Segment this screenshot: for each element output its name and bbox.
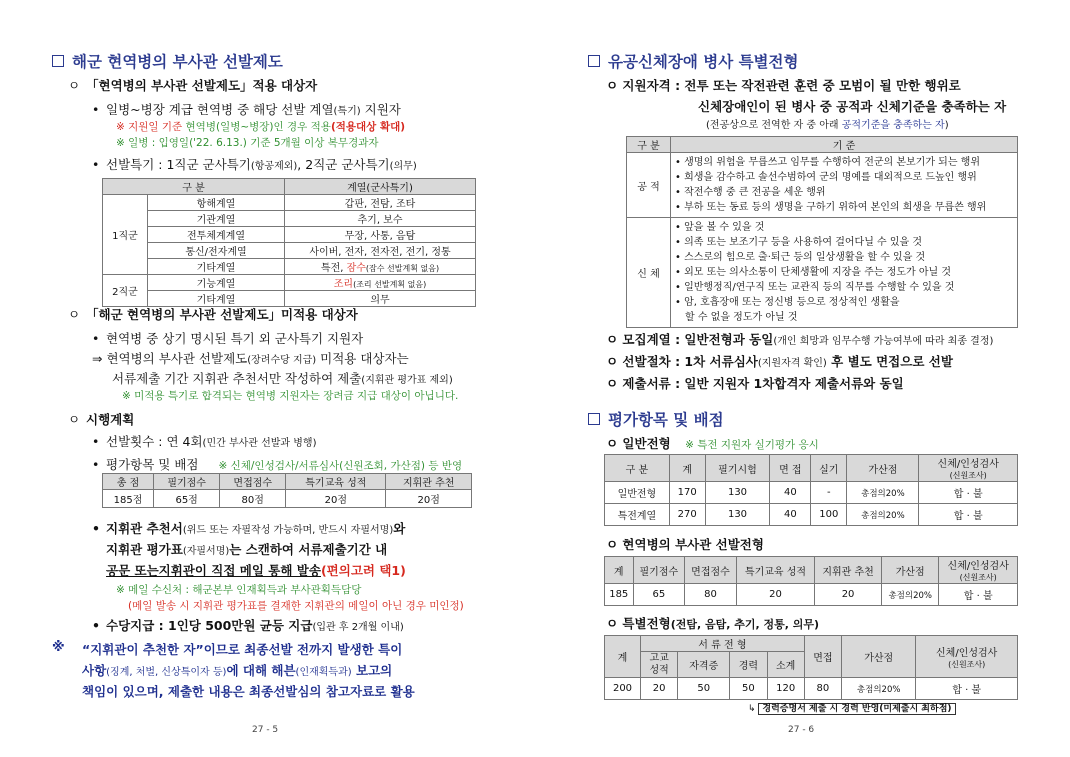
s2-arrow2-b: (지휘관 평가표 제외) [361, 375, 453, 386]
t6-cell: 총점의20% [842, 678, 916, 700]
t1-spec: 갑판, 전탐, 조타 [285, 195, 476, 211]
s1-item1-tail: 지원자 [360, 102, 401, 117]
s1-item1: • 일병~병장 계급 현역병 중 해당 선발 계열(특기) 지원자 [92, 102, 401, 117]
t4-cell: - [811, 482, 847, 504]
r1-c-b: ) [944, 120, 949, 131]
t3-group-body: 신 체 [627, 218, 671, 328]
s1-note1 [116, 119, 405, 134]
s3-item1-paren: (민간 부사관 선발과 병행) [202, 438, 317, 449]
s1-heading-text: 「현역병의 부사관 선발제도」적용 대상자 [86, 78, 318, 93]
t1-spec-note: (조리 선발계획 없음) [353, 280, 427, 289]
s1-note2: ※ 일병 : 입영일('22. 6.13.) 기준 5개월 이상 복무경과자 [116, 137, 379, 149]
t4-cell: 합 · 불 [919, 504, 1018, 526]
s3-heading: ㅇ 시행계획 [68, 412, 135, 427]
t1-spec-a: 특전, [320, 263, 347, 274]
s1-note1-bold: (적용대상 확대) [330, 121, 406, 133]
s1-item1-paren: (특기) [333, 106, 361, 117]
t5-header: 계 [605, 557, 634, 584]
s1-note1-red: ※ 지원일 기준 [116, 121, 183, 133]
t1-series: 항해계열 [148, 195, 285, 211]
r1-c-a: (전공상으로 전역한 자 중 아래 [706, 120, 842, 131]
s3-item3-e: (자필서명) [182, 546, 230, 557]
t3-merit-text: 생명의 위험을 무릅쓰고 임무를 수행하여 전군의 본보기가 되는 행위 [684, 157, 980, 168]
t2-cell: 65점 [154, 490, 220, 508]
t1-head-division: 구 분 [103, 179, 285, 195]
warning-mark: ※ [52, 640, 65, 655]
r2 [606, 330, 993, 348]
section-title-navy-nco [52, 50, 283, 72]
t5-header: 가산점 [881, 557, 938, 584]
t5-cell: 총점의20% [881, 584, 938, 606]
square-bullet-icon [588, 55, 600, 67]
r3-c: 후 별도 면접으로 선발 [826, 354, 953, 369]
s2-arrow-b: (장려수당 지급) [247, 355, 317, 366]
active-duty-table [604, 556, 1018, 606]
t3-body-item: • 외모 또는 의사소통이 단체생활에 지장을 주는 정도가 아닐 것 [675, 267, 952, 278]
r1-line2: 신체장애인이 된 병사 중 공적과 신체기준을 충족하는 자 [698, 99, 1007, 114]
t3-body-item: • 일반행정직/연구직 또는 교관직 등의 직무를 수행할 수 있을 것 [675, 282, 955, 293]
criteria-table [626, 136, 1018, 328]
right-title: 유공신체장애 병사 특별전형 [608, 53, 799, 71]
t3-body-item: • 스스로의 힘으로 출·퇴근 등의 일상생활을 할 수 있을 것 [675, 252, 926, 263]
s2-arrow2-a: 서류제출 기간 지휘관 추천서만 작성하여 제출 [112, 371, 362, 386]
t3-body-text: 스스로의 힘으로 출·퇴근 등의 일상생활을 할 수 있을 것 [684, 252, 926, 263]
t5-cell: 합 · 불 [939, 584, 1018, 606]
s3-note1: ※ 메일 수신처 : 해군본부 인재획득과 부사관획득담당 [116, 584, 362, 596]
t6-footnote-text: 경력증명서 제출 시 경력 반영(미제출시 최하점) [758, 703, 955, 715]
t1-spec-red: 잠수 [346, 263, 366, 274]
t6-cell: 80 [804, 678, 841, 700]
t3-body-item [675, 310, 1013, 325]
s3-note2: (메일 발송 시 지휘관 평가표를 결재한 지휘관의 메일이 아닌 경우 미인정) [128, 600, 464, 612]
t3-merit-item: • 희생을 감수하고 솔선수범하여 군의 명예를 대외적으로 드높인 행위 [675, 172, 977, 183]
t6-cell: 50 [678, 678, 730, 700]
t4-header-last [919, 455, 1018, 482]
t5-header-last-a: 신체/인성검사 [947, 561, 1009, 572]
r4: ㅇ 제출서류 : 일반 지원자 1차합격자 제출서류와 동일 [606, 376, 904, 391]
r3-a: ㅇ 선발절차 : 1차 서류심사 [606, 354, 758, 369]
warning-line3: 책임이 있으며, 제출한 내용은 최종선발심의 참고자료로 활용 [82, 684, 415, 699]
r2-b: (개인 희망과 임무수행 가능여부에 따라 최종 결정) [773, 336, 994, 347]
t4-cell: 40 [770, 482, 811, 504]
t5-cell: 20 [815, 584, 882, 606]
s2-arrow1 [92, 349, 409, 367]
s3-heading-text: 시행계획 [86, 412, 135, 427]
t2-header: 총 점 [103, 474, 154, 490]
s3-item3-c: 와 [393, 521, 406, 536]
t1-spec: 의무 [285, 291, 476, 307]
s3-item3-b: (위드 또는 자필작성 가능하며, 반드시 자필서명) [182, 525, 394, 536]
t6-header-sub: 소계 [767, 652, 804, 678]
t5-cell: 20 [736, 584, 814, 606]
s1-item2-paren2: (의무) [389, 161, 417, 172]
t4-header: 가산점 [847, 455, 919, 482]
t1-spec: 무장, 사통, 음탐 [285, 227, 476, 243]
t4-cell: 총점의20% [847, 504, 919, 526]
r7-a: ㅇ 특별전형 [606, 616, 671, 631]
warning-line2 [82, 661, 392, 679]
t6-footnote [748, 701, 956, 714]
t3-body-list [671, 218, 1018, 328]
s3-item2: • 평가항목 및 배점 ※ 신체/인성검사/서류심사(신원조회, 가산점) 등 반영 [92, 457, 463, 472]
t4-cell: 130 [705, 504, 770, 526]
r1-c-blue: 공적기준을 충족하는 자 [841, 120, 945, 131]
t2-header: 면접점수 [220, 474, 286, 490]
t4-cell: 합 · 불 [919, 482, 1018, 504]
right-title2: 평가항목 및 배점 [608, 411, 724, 429]
s2-arrow-c: 미적용 대상자는 [316, 351, 409, 366]
s1-item2-paren: (항공제외) [250, 161, 298, 172]
r1-line1: ㅇ 지원자격 : 전투 또는 작전관련 훈련 중 모범이 될 만한 행위로 [606, 78, 961, 93]
t6-cell: 200 [605, 678, 641, 700]
section-title-special [588, 50, 798, 72]
t4-cell: 130 [705, 482, 770, 504]
t1-series: 기타계열 [148, 259, 285, 275]
s2-note: ※ 미적용 특기로 합격되는 현역병 지원자는 장려금 지급 대상이 아닙니다. [122, 390, 459, 402]
s1-item2-mid: , 2직군 군사특기 [297, 157, 390, 172]
t4-header: 실기 [811, 455, 847, 482]
s3-item3-line3 [106, 561, 406, 579]
t1-spec [285, 259, 476, 275]
t1-group-1: 1직군 [103, 195, 148, 275]
s3-item2-text: 평가항목 및 배점 [106, 457, 199, 472]
t3-head-criteria: 기 준 [671, 137, 1018, 153]
t4-cell: 100 [811, 504, 847, 526]
t6-header-last [916, 636, 1018, 678]
s3-item3-line2 [106, 540, 387, 558]
t3-head-division: 구 분 [627, 137, 671, 153]
s3-item4-b: (입관 후 2개월 이내) [312, 622, 404, 633]
t6-header-bonus: 가산점 [842, 636, 916, 678]
s2-heading-text: 「해군 현역병의 부사관 선발제도」미적용 대상자 [86, 307, 358, 322]
s1-heading: ㅇ 「현역병의 부사관 선발제도」적용 대상자 [68, 78, 318, 93]
t1-spec: 추기, 보수 [285, 211, 476, 227]
section-title-scoring [588, 408, 724, 430]
t4-header: 필기시험 [705, 455, 770, 482]
t3-body-text: 외모 또는 의사소통이 단체생활에 지장을 주는 정도가 아닐 것 [684, 267, 952, 278]
r3-b: (지원자격 확인) [757, 358, 827, 369]
s3-item3-h: (편의고려 택1) [320, 563, 406, 578]
t3-merit-text: 작전수행 중 큰 전공을 세운 행위 [684, 187, 826, 198]
t1-series: 기타계열 [148, 291, 285, 307]
t5-header-last-b: (신원조사) [959, 573, 997, 582]
t2-cell: 20점 [286, 490, 386, 508]
t1-series: 통신/전자계열 [148, 243, 285, 259]
t2-header: 필기점수 [154, 474, 220, 490]
footnote-arrow-icon: ↳ [748, 704, 756, 714]
t5-cell: 80 [685, 584, 737, 606]
t3-merit-text: 부하 또는 동료 등의 생명을 구하기 위하여 본인의 희생을 무릅쓴 행위 [684, 202, 987, 213]
s3-item4: • 수당지급 : 1인당 500만원 균등 지급(입관 후 2개월 이내) [92, 618, 404, 633]
t3-merit-item: • 작전수행 중 큰 전공을 세운 행위 [675, 187, 826, 198]
warning-2b: (징계, 처벌, 신상특이자 등) [106, 667, 227, 678]
t6-school-b: 성적 [649, 664, 669, 676]
t3-merit-item: • 부하 또는 동료 등의 생명을 구하기 위하여 본인의 희생을 무릅쓴 행위 [675, 202, 987, 213]
t2-header: 지휘관 추천 [386, 474, 472, 490]
t4-cell: 270 [669, 504, 705, 526]
specialty-table [102, 178, 476, 307]
t3-body-text: 할 수 없을 정도가 아닐 것 [685, 312, 798, 323]
warning-2a: 사항 [82, 663, 107, 678]
s2-item1: • 현역병 중 상기 명시된 특기 외 군사특기 지원자 [92, 331, 364, 346]
t3-body-text: 앞을 볼 수 있을 것 [684, 222, 765, 233]
t2-cell: 20점 [386, 490, 472, 508]
t4-header-last-a: 신체/인성검사 [937, 459, 999, 470]
r6: ㅇ 현역병의 부사관 선발전형 [606, 537, 764, 552]
t1-spec-red: 조리 [333, 279, 354, 290]
s1-item2-text: 선발특기 : 1직군 군사특기 [106, 157, 251, 172]
s1-note1-green: 현역병(일병~병장)인 경우 적용 [182, 121, 331, 133]
t3-group-merit: 공 적 [627, 153, 671, 218]
t5-header: 필기점수 [633, 557, 685, 584]
t5-header-last [939, 557, 1018, 584]
t6-header-interview: 면접 [804, 636, 841, 678]
s3-item2-note: ※ 신체/인성검사/서류심사(신원조회, 가산점) 등 반영 [218, 460, 463, 472]
t1-head-series: 계열(군사특기) [285, 179, 476, 195]
t4-header-last-b: (신원조사) [949, 471, 987, 480]
warning-line1: “지휘관이 추천한 자”이므로 최종선발 전까지 발생한 특이 [82, 642, 403, 657]
t3-body-item: • 앞을 볼 수 있을 것 [675, 222, 765, 233]
t4-cell: 일반전형 [605, 482, 670, 504]
page-number-right: 27 - 6 [788, 725, 815, 735]
t6-header-school [641, 652, 678, 678]
r5 [606, 434, 819, 452]
special-table [604, 635, 1018, 700]
t1-series: 기능계열 [148, 275, 285, 291]
t3-body-text: 암, 호흡장애 또는 정신병 등으로 정상적인 생활을 [684, 297, 900, 308]
t6-cell: 50 [730, 678, 767, 700]
t5-header: 면접점수 [685, 557, 737, 584]
s3-item3-g: 공문 또는지휘관이 직접 메일 통해 발송 [106, 563, 321, 578]
t1-series: 기관계열 [148, 211, 285, 227]
s2-heading: ㅇ 「해군 현역병의 부사관 선발제도」미적용 대상자 [68, 307, 358, 322]
s3-item3-f: 는 스캔하여 서류제출기간 내 [229, 542, 388, 557]
t4-cell: 40 [770, 504, 811, 526]
score-table [102, 473, 472, 508]
t4-header: 구 분 [605, 455, 670, 482]
t1-spec [285, 275, 476, 291]
t3-body-text: 의족 또는 보조기구 등을 사용하여 걸어다닐 수 있을 것 [684, 237, 923, 248]
t6-school-a: 고교 [649, 652, 669, 664]
t4-cell: 170 [669, 482, 705, 504]
t6-header-sub: 경력 [730, 652, 767, 678]
s3-item3-d: 지휘관 평가표 [106, 542, 183, 557]
t3-body-item: • 의족 또는 보조기구 등을 사용하여 걸어다닐 수 있을 것 [675, 237, 923, 248]
square-bullet-icon [52, 55, 64, 67]
r7 [606, 614, 819, 632]
t5-cell: 185 [605, 584, 634, 606]
t1-series: 전투체계계열 [148, 227, 285, 243]
t6-header-last-a: 신체/인성검사 [936, 647, 998, 659]
t5-cell: 65 [633, 584, 685, 606]
t6-header-sub: 자격증 [678, 652, 730, 678]
warning-2d: (인재획득과) [295, 667, 352, 678]
t4-cell: 특전계열 [605, 504, 670, 526]
t3-body-item: • 암, 호흡장애 또는 정신병 등으로 정상적인 생활을 [675, 297, 900, 308]
t6-header-last-b: (신원조사) [948, 659, 986, 669]
square-bullet-icon [588, 413, 600, 425]
t4-header: 면 접 [770, 455, 811, 482]
s2-arrow2 [112, 369, 453, 387]
t1-spec-note: (잠수 선발계획 없음) [365, 264, 440, 273]
s3-item4-a: 수당지급 : 1인당 500만원 균등 지급 [106, 618, 313, 633]
t2-cell: 80점 [220, 490, 286, 508]
t4-header: 계 [669, 455, 705, 482]
r5-b: ※ 특전 지원자 실기평가 응시 [685, 439, 819, 451]
r3 [606, 352, 953, 370]
s3-item3-a: 지휘관 추천서 [106, 521, 183, 536]
t6-cell: 합 · 불 [916, 678, 1018, 700]
r2-a: ㅇ 모집계열 : 일반전형과 동일 [606, 332, 774, 347]
t4-cell: 총점의20% [847, 482, 919, 504]
t3-body-text: 일반행정직/연구직 또는 교관직 등의 직무를 수행할 수 있을 것 [684, 282, 955, 293]
t2-header: 특기교육 성적 [286, 474, 386, 490]
s2-arrow-a: ⇒ 현역병의 부사관 선발제도 [92, 351, 248, 366]
t6-header-total: 계 [605, 636, 641, 678]
s3-item3-line1: • 지휘관 추천서(위드 또는 자필작성 가능하며, 반드시 자필서명)와 [92, 521, 406, 536]
t6-cell: 20 [641, 678, 678, 700]
t6-header-doc: 서 류 전 형 [641, 636, 805, 652]
r1-line3 [706, 116, 949, 131]
t1-spec: 사이버, 전자, 전자전, 전기, 정통 [285, 243, 476, 259]
page-number-left: 27 - 5 [252, 725, 279, 735]
t3-merit-text: 희생을 감수하고 솔선수범하여 군의 명예를 대외적으로 드높인 행위 [684, 172, 977, 183]
t5-header: 지휘관 추천 [815, 557, 882, 584]
t5-header: 특기교육 성적 [736, 557, 814, 584]
s3-item1: • 선발횟수 : 연 4회(민간 부사관 선발과 병행) [92, 434, 317, 449]
warning-2e: 보고의 [351, 663, 393, 678]
page-title: 해군 현역병의 부사관 선발제도 [72, 53, 283, 71]
warning-2c: 에 대해 해븐 [226, 663, 296, 678]
s1-item2: • 선발특기 : 1직군 군사특기(항공제외), 2직군 군사특기(의무) [92, 157, 417, 172]
s1-item1-text: 일병~병장 계급 현역병 중 해당 선발 계열 [106, 102, 334, 117]
t2-cell: 185점 [103, 490, 154, 508]
r5-a: ㅇ 일반전형 [606, 436, 671, 451]
s2-item1-text: 현역병 중 상기 명시된 특기 외 군사특기 지원자 [106, 331, 364, 346]
t3-merit-list [671, 153, 1018, 218]
t1-group-2: 2직군 [103, 275, 148, 307]
t3-merit-item: • 생명의 위험을 무릅쓰고 임무를 수행하여 전군의 본보기가 되는 행위 [675, 157, 980, 168]
s3-item1-text: 선발횟수 : 연 4회 [106, 434, 203, 449]
t6-cell: 120 [767, 678, 804, 700]
general-table [604, 454, 1018, 526]
r7-b: (전탐, 음탐, 추기, 정통, 의무) [670, 618, 820, 631]
